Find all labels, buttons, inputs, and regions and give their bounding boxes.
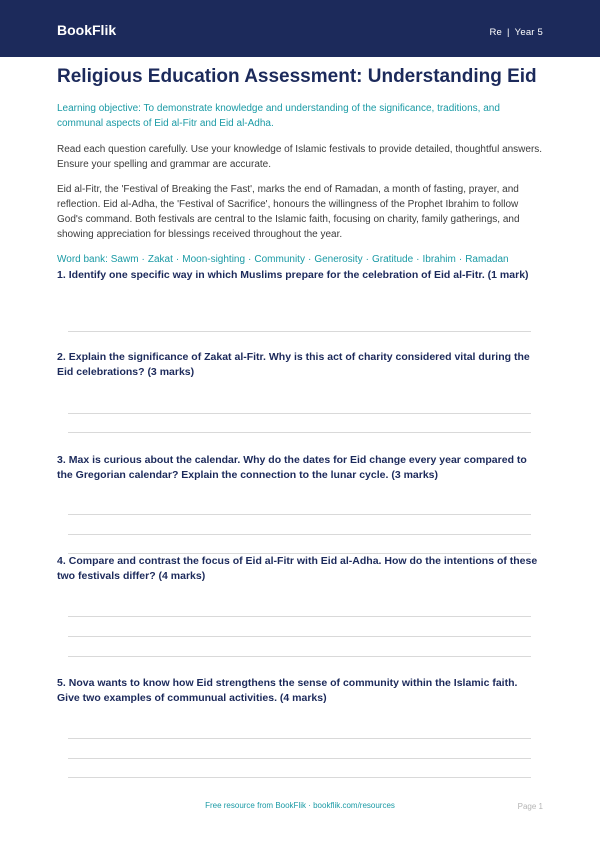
meta-separator: | [507, 27, 510, 38]
intro-section [57, 65, 543, 267]
brand-logo: BookFlik [57, 22, 117, 38]
word-bank-words [111, 254, 509, 265]
question-number: 1. [57, 269, 66, 281]
year-label: Year 5 [514, 27, 543, 38]
question-text: Explain the significance of Zakat al-Fitr. Why is this act of charity considered vital during the Eid celebrations? (3 marks) [57, 351, 530, 378]
learning-objective: Learning objective: To demonstrate knowledge and understanding of the significance, traditions, and communal aspects of Eid al-Fitr and Eid al-Adha. [57, 103, 500, 129]
question-5 [57, 676, 543, 706]
word-separator: · [141, 254, 145, 265]
question-number: 4. [57, 555, 66, 567]
word-bank-label: Word bank: [57, 254, 108, 265]
question-text: Max is curious about the calendar. Why do the dates for Eid change every year compared to the Gregorian calendar? Explain the connection to the lunar cycle. (3 marks) [57, 454, 527, 481]
page-number: Page 1 [517, 802, 543, 811]
answer-line[interactable] [68, 432, 531, 433]
question-2 [57, 350, 543, 380]
word-bank-item: Zakat [147, 254, 173, 265]
answer-line[interactable] [68, 331, 531, 332]
page-header [0, 0, 600, 57]
word-separator: · [307, 254, 312, 265]
answer-line[interactable] [68, 636, 531, 637]
word-separator: · [365, 254, 370, 265]
footer-text: Free resource from BookFlik · bookflik.com/resources [205, 801, 395, 810]
word-separator: · [458, 254, 463, 265]
page-title: Religious Education Assessment: Understanding Eid [57, 66, 537, 87]
background-text: Eid al-Fitr, the 'Festival of Breaking the Fast', marks the end of Ramadan, a month of fasting, prayer, and reflection. Eid al-Adha, the 'Festival of Sacrifice', honours the willingness of the Prophet Ibrahim to follow God's command. Both festivals are central to the Islamic faith, focusing on charity, family gatherings, and showing appreciation for blessings received throughout the year. [57, 184, 520, 240]
question-number: 5. [57, 677, 66, 689]
question-number: 3. [57, 454, 66, 466]
question-number: 2. [57, 351, 66, 363]
answer-line[interactable] [68, 758, 531, 759]
word-bank-item: Ramadan [465, 254, 509, 265]
word-separator: · [248, 254, 252, 265]
answer-line[interactable] [68, 777, 531, 778]
word-bank-item: Community [254, 254, 305, 265]
question-text: Identify one specific way in which Muslims prepare for the celebration of Eid al-Fitr. (1 mark) [68, 269, 529, 281]
question-4 [57, 554, 543, 584]
answer-line[interactable] [68, 514, 531, 515]
word-bank-item: Ibrahim [422, 254, 456, 265]
word-bank [57, 253, 543, 267]
subject-year-label [489, 27, 543, 38]
word-separator: · [175, 254, 180, 265]
word-bank-item: Generosity [314, 254, 363, 265]
word-bank-item: Sawm [110, 254, 139, 265]
answer-line[interactable] [68, 534, 531, 535]
question-text: Nova wants to know how Eid strengthens the sense of community within the Islamic faith. Give two examples of communual activities. (4 marks) [57, 677, 518, 704]
question-text: Compare and contrast the focus of Eid al-Fitr with Eid al-Adha. How do the intentions of these two festivals differ? (4 marks) [57, 555, 538, 582]
subject-label: Re [489, 27, 502, 38]
answer-line[interactable] [68, 738, 531, 739]
word-bank-item: Moon-sighting [182, 254, 246, 265]
question-3 [57, 453, 543, 483]
question-1 [57, 268, 543, 283]
answer-line[interactable] [68, 413, 531, 414]
answer-line[interactable] [68, 656, 531, 657]
word-separator: · [416, 254, 420, 265]
word-bank-item: Gratitude [372, 254, 414, 265]
instructions-text: Read each question carefully. Use your knowledge of Islamic festivals to provide detailed, thoughtful answers. Ensure your spelling and grammar are accurate. [57, 144, 543, 170]
answer-line[interactable] [68, 616, 531, 617]
